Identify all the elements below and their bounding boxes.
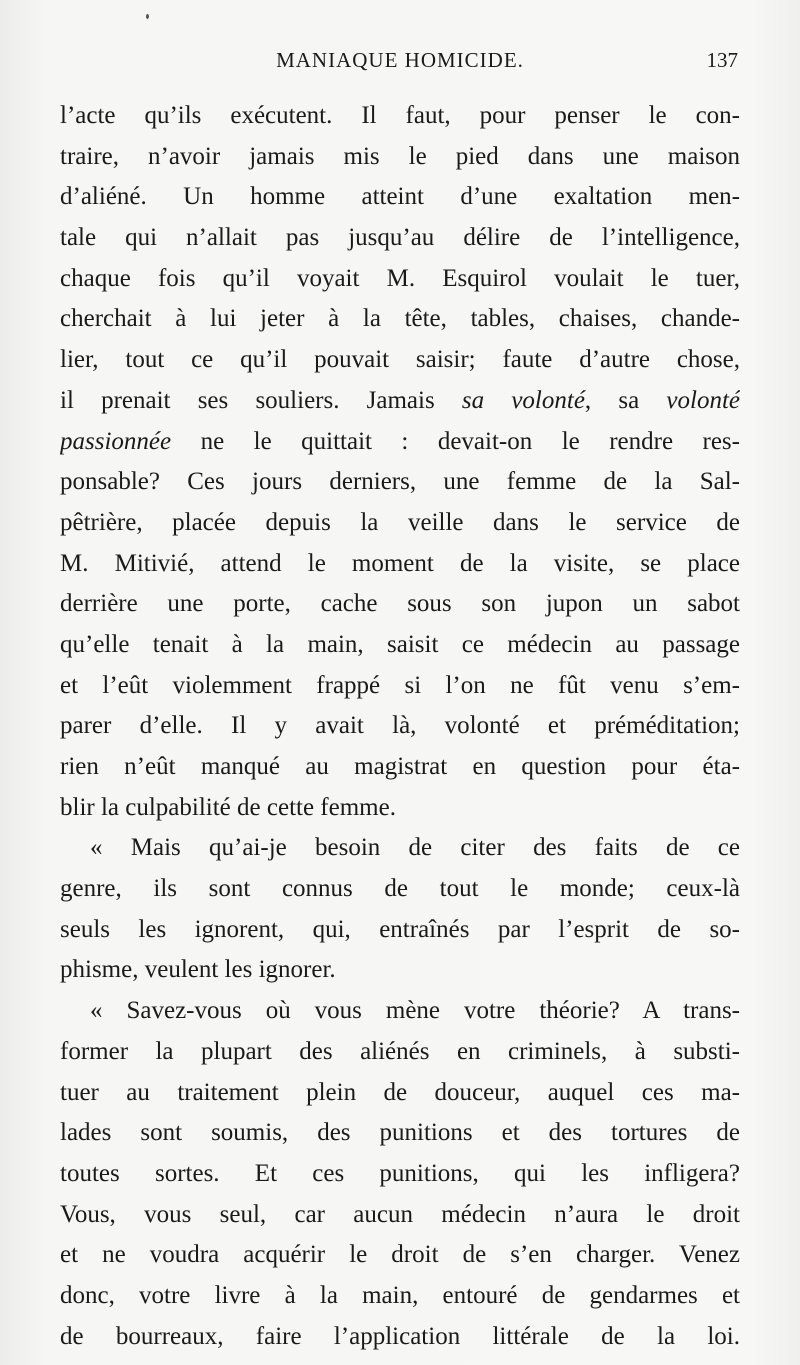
text-line xyxy=(60,828,740,869)
text-run: seuls les ignorent, qui, entraînés par l’esprit de so- xyxy=(60,915,740,943)
running-head: MANIAQUE HOMICIDE. xyxy=(276,48,524,72)
text-run: de bourreaux, faire l’application littérale de la loi. xyxy=(60,1322,740,1350)
text-run: il prenait ses souliers. Jamais xyxy=(60,386,462,414)
text-run: former la plupart des aliénés en criminels, à substi- xyxy=(60,1037,740,1065)
ink-speck xyxy=(146,14,149,19)
text-line xyxy=(60,747,740,788)
text-line xyxy=(60,462,740,503)
text-line xyxy=(60,177,740,218)
text-line xyxy=(60,1276,740,1317)
text-line xyxy=(60,1195,740,1236)
body-text xyxy=(60,96,740,1357)
text-line xyxy=(60,503,740,544)
text-run: « Mais qu’ai-je besoin de citer des faits de ce xyxy=(90,834,740,862)
italic-text: passionnée xyxy=(60,427,172,455)
text-line xyxy=(60,96,740,137)
text-line xyxy=(60,340,740,381)
text-run: parer d’elle. Il y avait là, volonté et préméditation; xyxy=(60,712,740,740)
italic-text: sa volonté xyxy=(461,386,585,414)
text-line xyxy=(60,869,740,910)
text-line xyxy=(60,910,740,951)
text-run: Vous, vous seul, car aucun médecin n’aura le droit xyxy=(60,1200,740,1228)
text-run: genre, ils sont connus de tout le monde; ceux-là xyxy=(60,875,740,903)
text-line xyxy=(60,666,740,707)
text-line xyxy=(60,1154,740,1195)
text-line xyxy=(60,218,740,259)
text-run: cherchait à lui jeter à la tête, tables, chaises, chande- xyxy=(60,305,740,333)
text-line xyxy=(60,1032,740,1073)
text-run: ne le quittait : devait-on le rendre res- xyxy=(171,427,740,455)
text-run: qu’elle tenait à la main, saisit ce médecin au passage xyxy=(60,630,740,658)
text-line xyxy=(60,788,740,829)
text-line xyxy=(60,991,740,1032)
text-run: l’acte qu’ils exécutent. Il faut, pour penser le con- xyxy=(60,102,740,129)
text-line xyxy=(60,1073,740,1114)
italic-text: volonté xyxy=(666,386,740,414)
text-run: derrière une porte, cache sous son jupon un sabot xyxy=(60,590,740,618)
text-run: « Savez-vous où vous mène votre théorie? A trans- xyxy=(90,997,740,1025)
text-run: donc, votre livre à la main, entouré de gendarmes et xyxy=(60,1281,740,1309)
text-line xyxy=(60,950,740,991)
page-number: 137 xyxy=(706,48,738,72)
text-run: toutes sortes. Et ces punitions, qui les infligera? xyxy=(60,1159,740,1187)
text-run: M. Mitivié, attend le moment de la visite, se place xyxy=(60,549,740,577)
page-header xyxy=(60,46,740,78)
text-run: blir la culpabilité de cette femme. xyxy=(60,793,396,821)
text-run: rien n’eût manqué au magistrat en question pour éta- xyxy=(60,753,740,780)
text-line xyxy=(60,137,740,178)
text-line xyxy=(60,544,740,585)
text-line xyxy=(60,584,740,625)
text-run: ponsable? Ces jours derniers, une femme de la Sal- xyxy=(60,468,740,496)
text-line xyxy=(60,1317,740,1358)
text-run: pêtrière, placée depuis la veille dans le service de xyxy=(60,508,740,536)
text-run: tale qui n’allait pas jusqu’au délire de l’intelligence, xyxy=(60,224,740,252)
text-run: phisme, veulent les ignorer. xyxy=(60,956,336,984)
text-line xyxy=(60,1113,740,1154)
text-run: traire, n’avoir jamais mis le pied dans une maison xyxy=(60,142,740,170)
text-line xyxy=(60,625,740,666)
text-run: , sa xyxy=(584,386,667,414)
text-run: tuer au traitement plein de douceur, auquel ces ma- xyxy=(60,1078,740,1106)
text-run: chaque fois qu’il voyait M. Esquirol voulait le tuer, xyxy=(60,264,740,292)
text-line xyxy=(60,299,740,340)
text-run: lades sont soumis, des punitions et des tortures de xyxy=(60,1119,740,1147)
text-run: d’aliéné. Un homme atteint d’une exaltation men- xyxy=(60,183,740,211)
text-line xyxy=(60,422,740,463)
text-line xyxy=(60,259,740,300)
text-run: et ne voudra acquérir le droit de s’en charger. Venez xyxy=(60,1241,740,1269)
text-run: et l’eût violemment frappé si l’on ne fût venu s’em- xyxy=(60,671,740,699)
text-line xyxy=(60,1235,740,1276)
text-line xyxy=(60,706,740,747)
text-run: lier, tout ce qu’il pouvait saisir; faute d’autre chose, xyxy=(60,346,740,374)
text-line xyxy=(60,381,740,422)
